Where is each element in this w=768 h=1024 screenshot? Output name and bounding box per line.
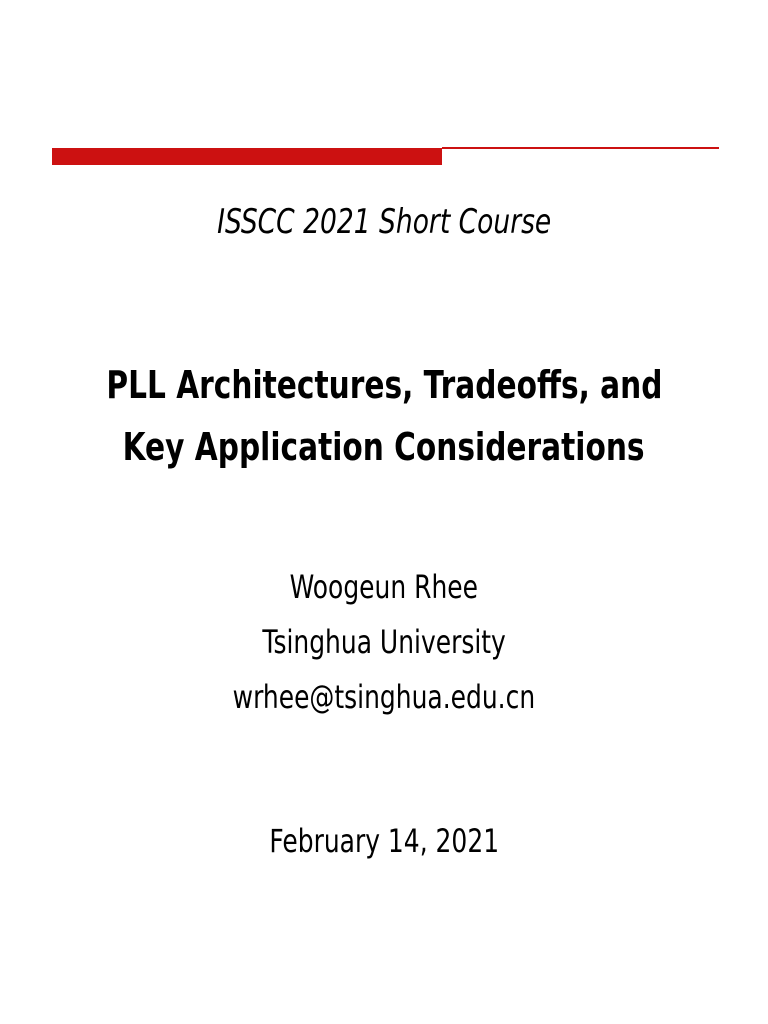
presentation-date-text: February 14, 2021 xyxy=(269,822,499,860)
author-email xyxy=(0,677,768,717)
slide-title-line-1 xyxy=(0,362,768,408)
author-affiliation-text: Tsinghua University xyxy=(262,623,506,661)
author-affiliation xyxy=(0,622,768,662)
slide-title-text-2: Key Application Considerations xyxy=(123,425,645,469)
presentation-date xyxy=(0,821,768,861)
slide-title-text-1: PLL Architectures, Tradeoffs, and xyxy=(105,363,663,407)
slide-title-line-2 xyxy=(0,424,768,470)
author-email-text: wrhee@tsinghua.edu.cn xyxy=(232,678,536,716)
accent-bar-thick xyxy=(52,148,442,165)
author-name-text: Woogeun Rhee xyxy=(289,568,479,606)
accent-line-thin xyxy=(442,147,719,149)
course-heading xyxy=(0,202,768,242)
author-name xyxy=(0,567,768,607)
course-heading-text: ISSCC 2021 Short Course xyxy=(216,202,552,242)
